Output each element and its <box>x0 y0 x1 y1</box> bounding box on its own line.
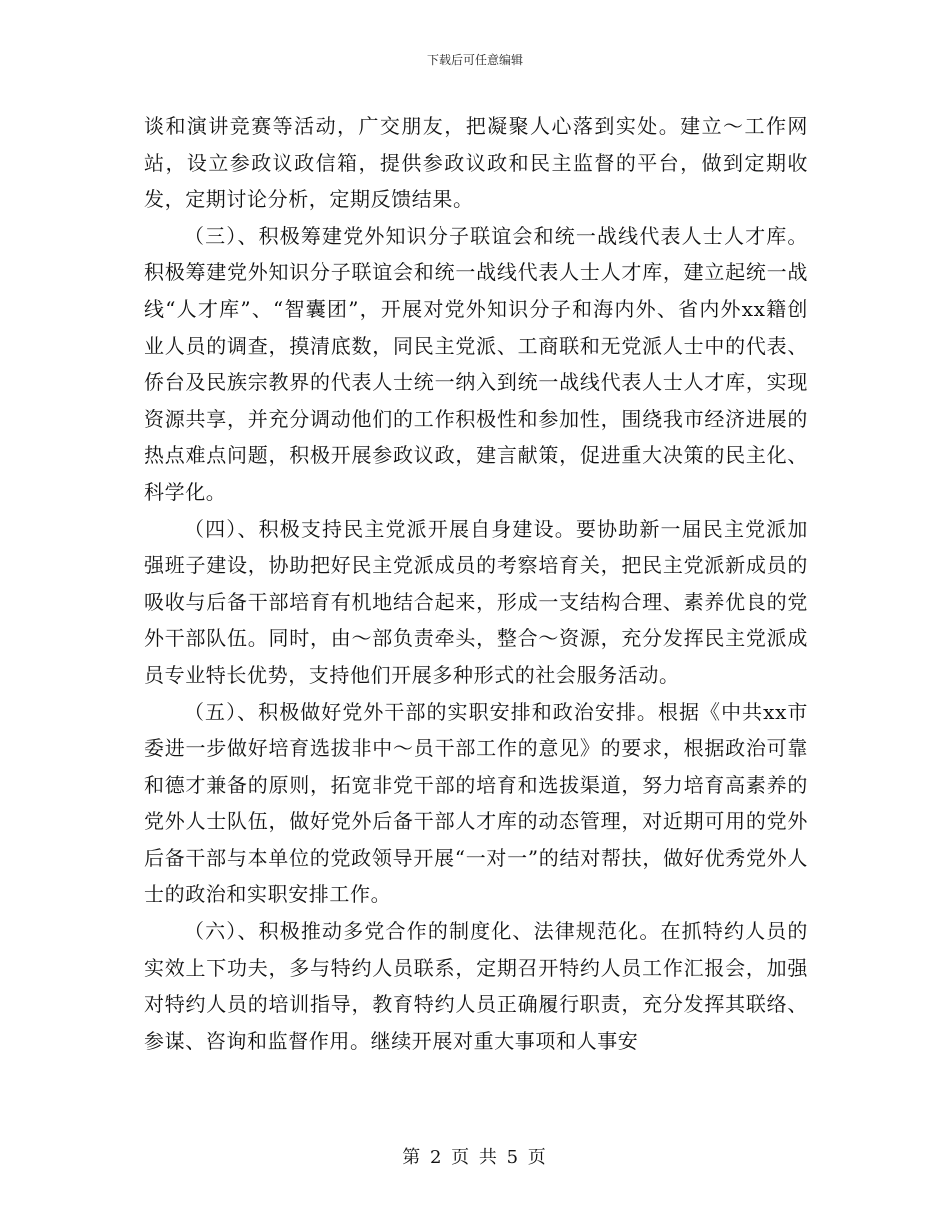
page-header: 下载后可任意编辑 <box>426 53 523 67</box>
paragraph-section-4: （四）、积极支持民主党派开展自身建设。要协助新一届民主党派加强班子建设，协助把好民主党派成员的考察培育关，把民主党派新成员的吸收与后备干部培育有机地结合起来，形成一支结构合理、素养优良的党外干部队伍。同时，由～部负责牵头，整合～资源，充分发挥民主党派成员专业特长优势，支持他们开展多种形式的社会服务活动。 <box>144 516 808 687</box>
paragraph-section-6: （六）、积极推动多党合作的制度化、法律规范化。在抓特约人员的实效上下功夫，多与特约人员联系，定期召开特约人员工作汇报会，加强对特约人员的培训指导，教育特约人员正确履行职责，充分发挥其联络、参谋、咨询和监督作用。继续开展对重大事项和人事安 <box>144 919 808 1053</box>
page-number-footer: 第 2 页 共 5 页 <box>402 1147 548 1168</box>
paragraph-section-5: （五）、积极做好党外干部的实职安排和政治安排。根据《中共xx市委进一步做好培育选拔非中～员干部工作的意见》的要求，根据政治可靠和德才兼备的原则，拓宽非党干部的培育和选拔渠道，努力培育高素养的党外人士队伍，做好党外后备干部人才库的动态管理，对近期可用的党外后备干部与本单位的党政领导开展“一对一”的结对帮扶，做好优秀党外人士的政治和实职安排工作。 <box>144 699 808 907</box>
paragraph-section-3: （三）、积极筹建党外知识分子联谊会和统一战线代表人士人才库。积极筹建党外知识分子联谊会和统一战线代表人士人才库，建立起统一战线“人才库”、“智囊团”，开展对党外知识分子和海内外、省内外xx籍创业人员的调查，摸清底数，同民主党派、工商联和无党派人士中的代表、侨台及民族宗教界的代表人士统一纳入到统一战线代表人士人才库，实现资源共享，并充分调动他们的工作积极性和参加性，围绕我市经济进展的热点难点问题，积极开展参政议政，建言献策，促进重大决策的民主化、科学化。 <box>144 223 808 504</box>
paragraph-continued: 谈和演讲竞赛等活动，广交朋友，把凝聚人心落到实处。建立～工作网站，设立参政议政信箱，提供参政议政和民主监督的平台，做到定期收发，定期讨论分析，定期反馈结果。 <box>144 114 808 212</box>
document-body <box>144 108 808 1059</box>
